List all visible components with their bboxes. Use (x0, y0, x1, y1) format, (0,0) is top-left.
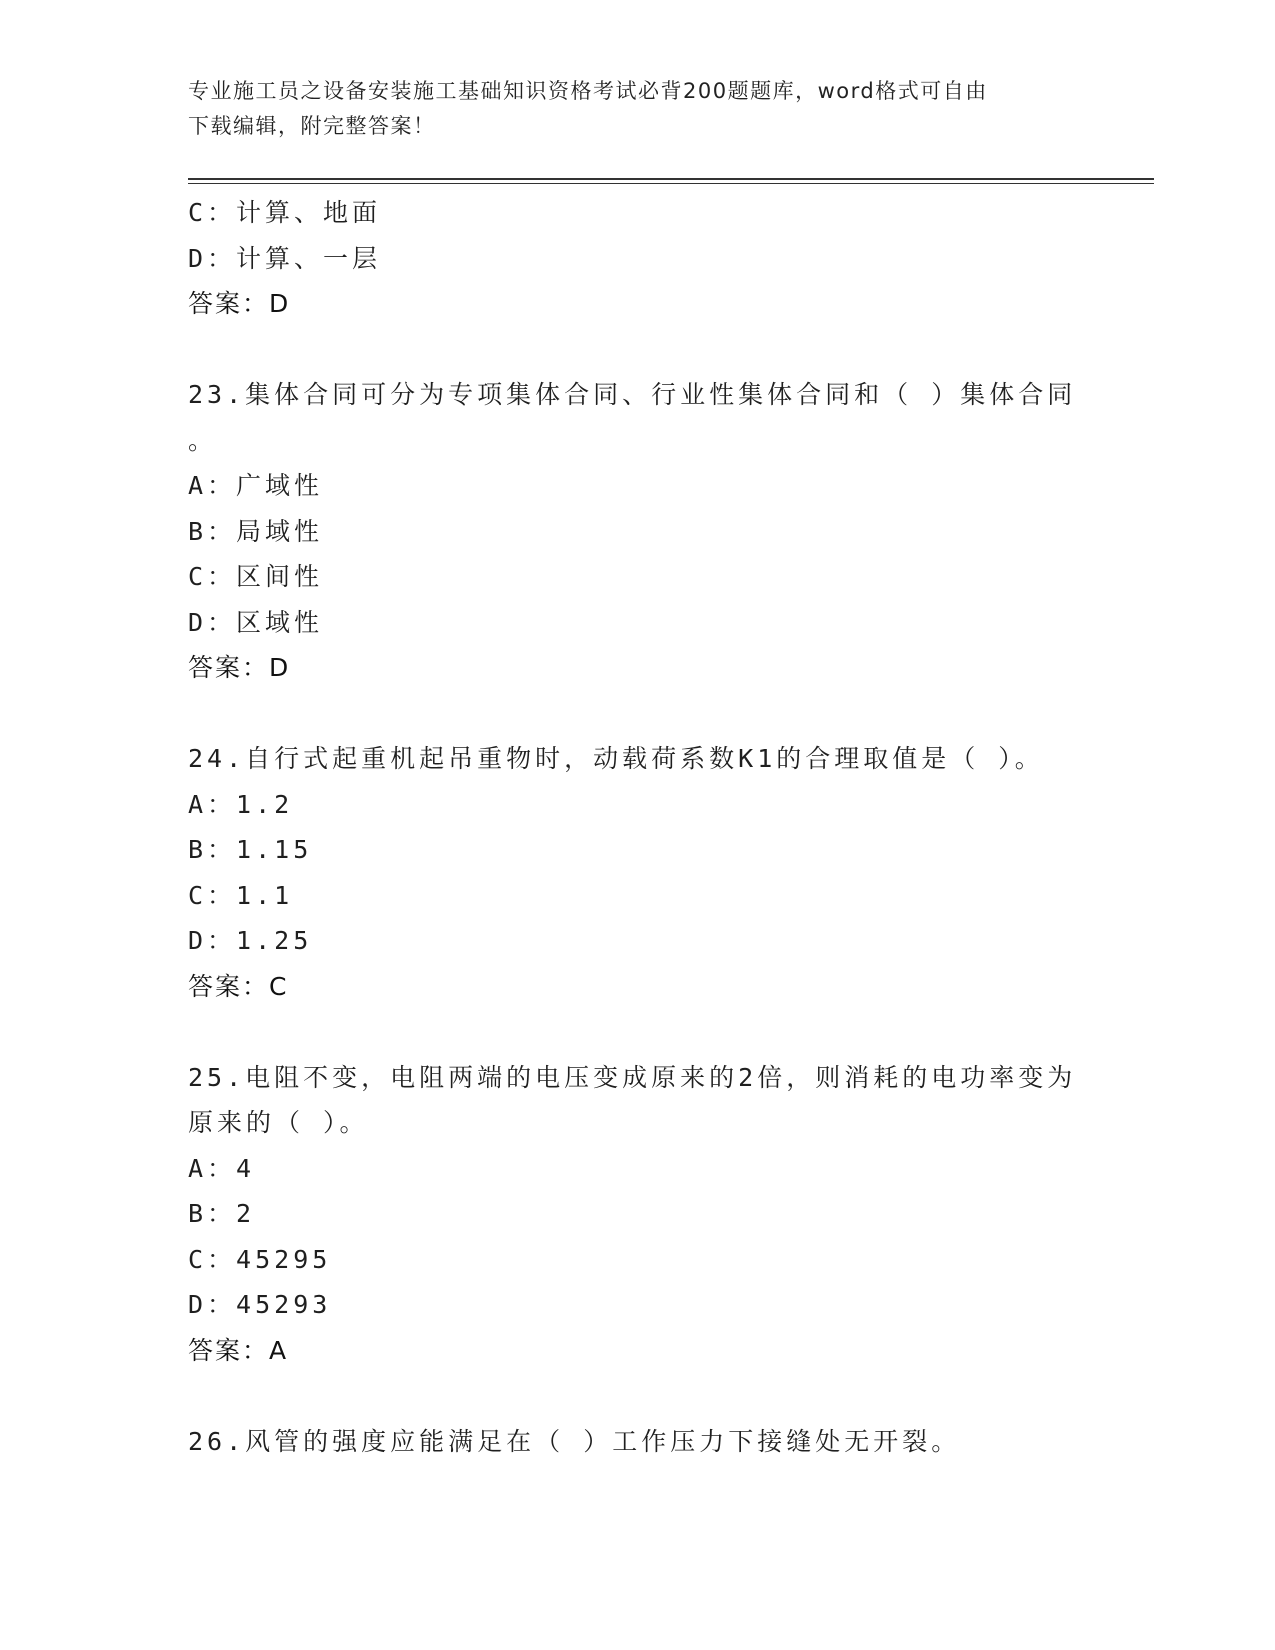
header-divider-thick (188, 178, 1154, 180)
question-stem: 。 (188, 425, 218, 455)
answer-line: 答案：D (188, 289, 291, 318)
header-divider-thin (188, 183, 1154, 184)
option-a: A：1.2 (188, 789, 294, 819)
option-d: D：区域性 (188, 607, 324, 637)
question-23 (188, 372, 1088, 691)
option-a: A：广域性 (188, 471, 324, 500)
option-c: C：区间性 (188, 562, 324, 591)
option-c: C：计算、地面 (188, 198, 382, 227)
header-line-1: 专业施工员之设备安装施工基础知识资格考试必背200题题库，word格式可自由 (188, 79, 988, 103)
option-c: C：45295 (188, 1244, 332, 1274)
header-line-2: 下载编辑，附完整答案！ (188, 114, 436, 138)
question-stem: 25.电阻不变，电阻两端的电压变成原来的2倍，则消耗的电功率变为 (188, 1062, 1077, 1092)
question-25 (188, 1055, 1088, 1374)
question-22-continued (188, 190, 1088, 327)
spacer (188, 327, 1088, 373)
question-24 (188, 736, 1088, 1009)
option-d: D：1.25 (188, 926, 313, 955)
document-header (188, 74, 1068, 144)
question-list (188, 190, 1088, 1464)
option-b: B：局域性 (188, 516, 324, 546)
option-d: D：计算、一层 (188, 243, 382, 273)
question-stem: 24.自行式起重机起吊重物时，动载荷系数K1的合理取值是（ ）。 (188, 744, 1044, 773)
answer-line: 答案：C (188, 971, 289, 1001)
question-stem: 26.风管的强度应能满足在（ ）工作压力下接缝处无开裂。 (188, 1426, 961, 1456)
spacer (188, 691, 1088, 737)
answer-line: 答案：D (188, 653, 291, 682)
spacer (188, 1373, 1088, 1419)
option-b: B：1.15 (188, 835, 313, 864)
option-d: D：45293 (188, 1290, 332, 1319)
spacer (188, 1009, 1088, 1055)
question-stem: 23.集体合同可分为专项集体合同、行业性集体合同和（ ）集体合同 (188, 380, 1077, 409)
question-26 (188, 1419, 1088, 1465)
option-c: C：1.1 (188, 880, 294, 910)
question-stem: 原来的（ ）。 (188, 1108, 369, 1137)
option-a: A：4 (188, 1153, 256, 1183)
option-b: B：2 (188, 1199, 256, 1228)
answer-line: 答案：A (188, 1335, 289, 1365)
